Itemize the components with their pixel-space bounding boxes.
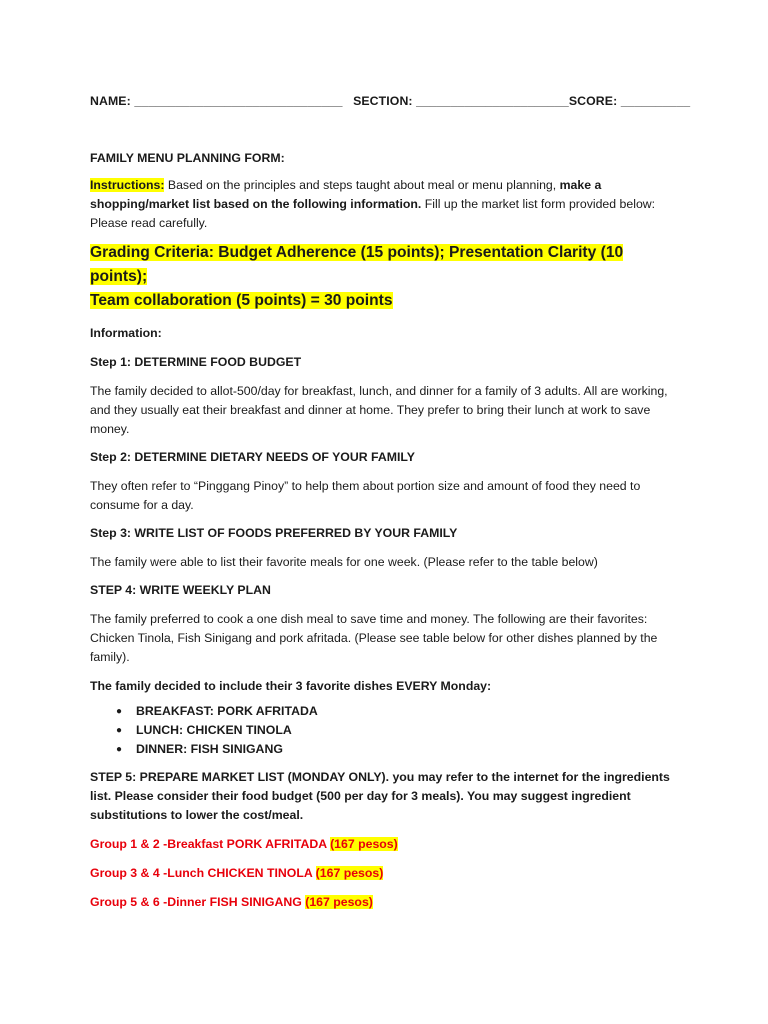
name-label: NAME: <box>90 94 131 108</box>
grading-criteria <box>90 241 680 313</box>
monday-note: The family decided to include their 3 favorite dishes EVERY Monday: <box>90 679 492 693</box>
form-title: FAMILY MENU PLANNING FORM: <box>90 151 285 165</box>
step3-text: The family were able to list their favorite meals for one week. (Please refer to the table below) <box>90 555 598 569</box>
step5-text: STEP 5: PREPARE MARKET LIST (MONDAY ONLY). you may refer to the internet for the ingredients list. Please consider their food budget (500 per day for 3 meals). You may suggest ingredient substitutions to lower the cost/meal. <box>90 770 670 822</box>
group-label: Group 3 & 4 -Lunch CHICKEN TINOLA <box>90 866 316 880</box>
section-blank: ______________________ <box>416 94 569 108</box>
section-label: SECTION: <box>353 94 413 108</box>
step2-title: Step 2: DETERMINE DIETARY NEEDS OF YOUR FAMILY <box>90 450 416 464</box>
grading-line-2: Team collaboration (5 points) = 30 points <box>90 292 393 309</box>
instructions-text-b: Fill up the market list form provided below: Please read carefully. <box>90 197 656 230</box>
score-blank: __________ <box>620 94 691 108</box>
header-line <box>90 92 691 111</box>
score-label: SCORE: <box>568 94 618 108</box>
information-label: Information: <box>90 326 162 340</box>
list-item: ● LUNCH: CHICKEN TINOLA <box>116 721 680 740</box>
step1-text: The family decided to allot-500/day for breakfast, lunch, and dinner for a family of 3 adults. All are working, and they usually eat their breakfast and dinner at home. They prefer to bring their lunch at work to save money. <box>90 384 668 436</box>
group-3-4 <box>90 864 680 883</box>
instructions-text-a: Based on the principles and steps taught about meal or menu planning, <box>164 178 560 192</box>
group-budget: (167 pesos) <box>305 895 373 909</box>
step3-title: Step 3: WRITE LIST OF FOODS PREFERRED BY YOUR FAMILY <box>90 526 458 540</box>
group-budget: (167 pesos) <box>330 837 398 851</box>
group-label: Group 1 & 2 -Breakfast PORK AFRITADA <box>90 837 331 851</box>
step1-title: Step 1: DETERMINE FOOD BUDGET <box>90 355 302 369</box>
list-item: ● BREAKFAST: PORK AFRITADA <box>116 702 680 721</box>
instructions-label: Instructions: <box>90 178 165 192</box>
name-blank: ______________________________ <box>134 94 343 108</box>
group-5-6 <box>90 893 680 912</box>
list-item: ● DINNER: FISH SINIGANG <box>116 740 680 759</box>
instructions-paragraph <box>90 176 680 233</box>
group-label: Group 5 & 6 -Dinner FISH SINIGANG <box>90 895 306 909</box>
step4-text: The family preferred to cook a one dish meal to save time and money. The following are their favorites: Chicken Tinola, Fish Sinigang and pork afritada. (Please see table below for other dishes planned by the family). <box>90 612 658 664</box>
group-1-2 <box>90 835 680 854</box>
document-page <box>90 92 691 912</box>
meal-list <box>90 702 680 759</box>
step2-text: They often refer to “Pinggang Pinoy” to help them about portion size and amount of food they need to consume for a day. <box>90 479 641 512</box>
group-budget: (167 pesos) <box>315 866 384 880</box>
grading-line-1: Grading Criteria: Budget Adherence (15 points); Presentation Clarity (10 points); <box>90 244 624 285</box>
instructions-bold: make a shopping/market list based on the following information. <box>90 178 602 211</box>
step4-title: STEP 4: WRITE WEEKLY PLAN <box>90 583 271 597</box>
